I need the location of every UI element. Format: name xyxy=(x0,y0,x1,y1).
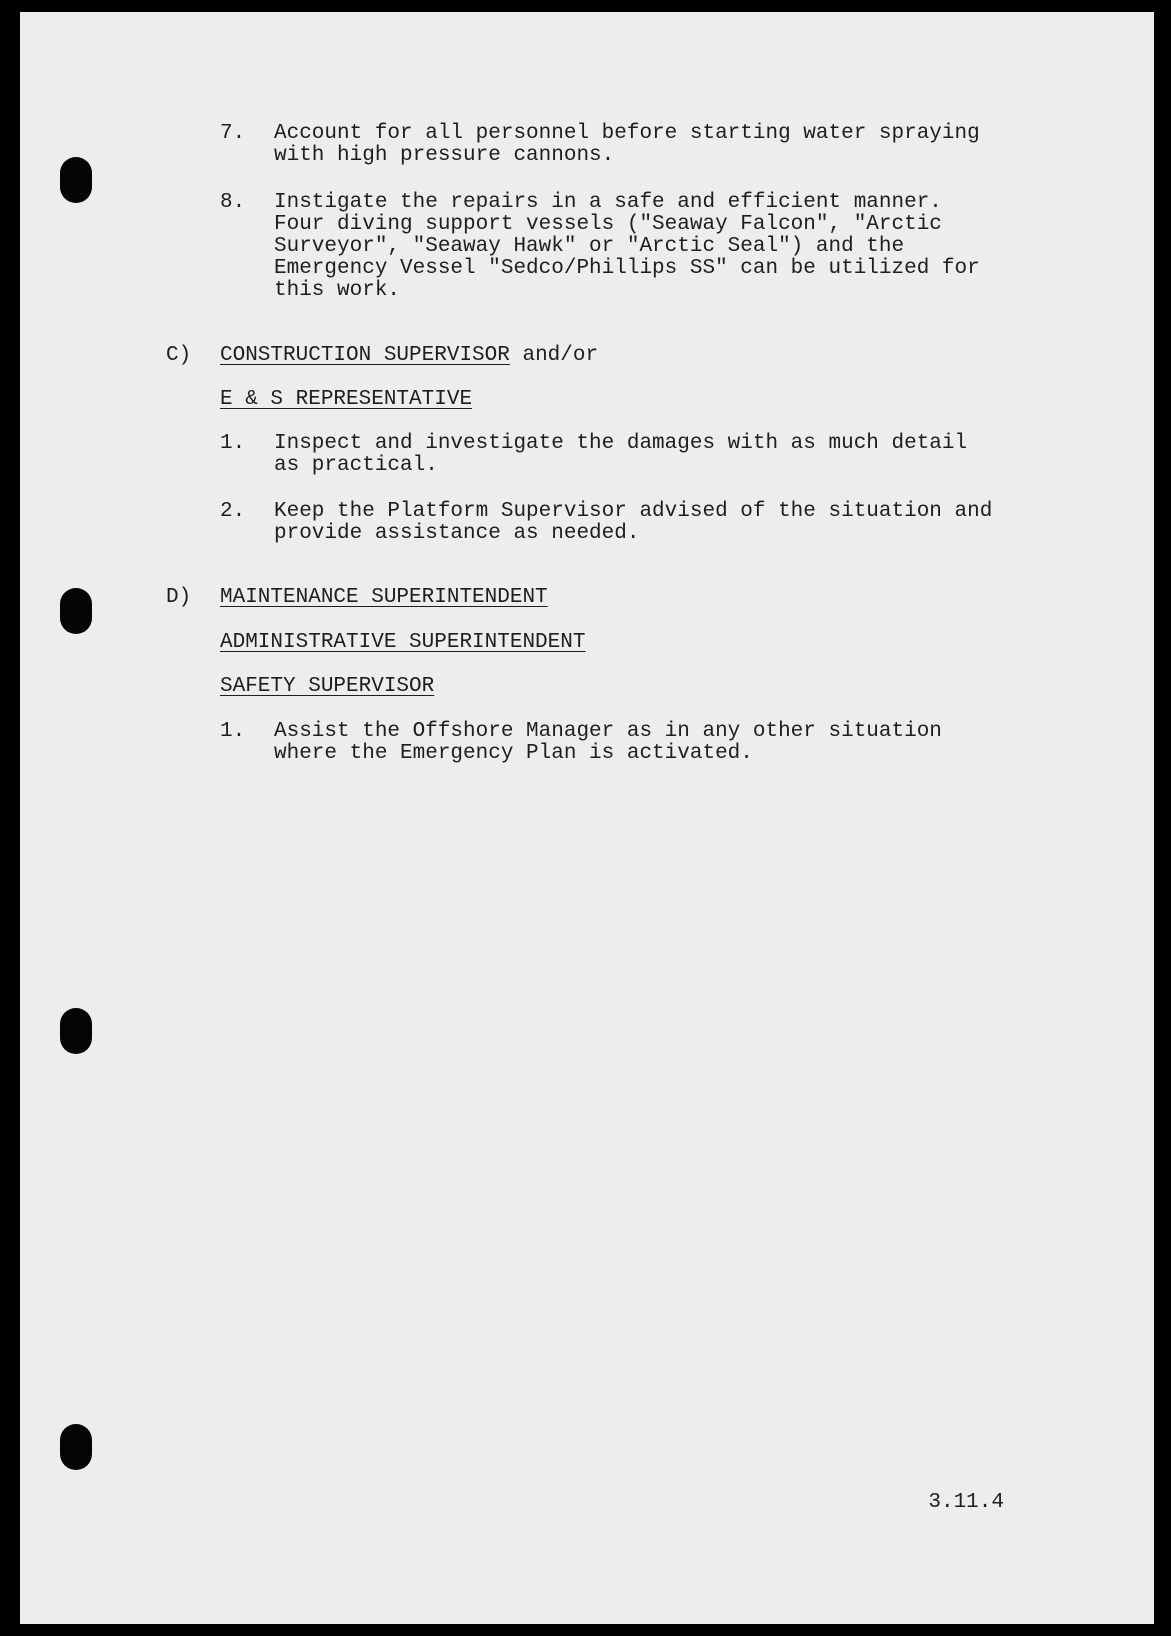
section-d-letter: D) xyxy=(166,586,192,609)
document-page xyxy=(20,12,1154,1624)
item-8-number: 8. xyxy=(220,191,246,214)
section-d-heading-2-title: ADMINISTRATIVE SUPERINTENDENT xyxy=(220,631,586,654)
section-d-heading-1 xyxy=(220,587,548,609)
item-8-line: Emergency Vessel "Sedco/Phillips SS" can be utilized for xyxy=(274,257,980,280)
item-8-line: Surveyor", "Seaway Hawk" or "Arctic Seal") and the xyxy=(274,235,905,258)
section-d-heading-2 xyxy=(220,632,585,654)
item-8-line: this work. xyxy=(274,279,401,302)
section-c-item-1-line: Inspect and investigate the damages with as much detail xyxy=(274,432,968,455)
punch-hole xyxy=(60,1008,92,1054)
section-c-item-2-number: 2. xyxy=(220,500,246,523)
punch-hole xyxy=(60,157,92,203)
item-7-line: Account for all personnel before starting water spraying xyxy=(274,122,980,145)
section-c-subheading-title: E & S REPRESENTATIVE xyxy=(220,388,473,411)
item-8-line: Four diving support vessels ("Seaway Falcon", "Arctic xyxy=(274,213,942,236)
section-c-subheading xyxy=(220,389,472,411)
section-c-item-2-line: Keep the Platform Supervisor advised of the situation and xyxy=(274,500,993,523)
section-c-heading-suffix: and/or xyxy=(509,344,599,367)
section-d-item-1-line: Assist the Offshore Manager as in any other situation xyxy=(274,720,942,743)
section-d-item-1-number: 1. xyxy=(220,720,246,743)
section-c-item-1-number: 1. xyxy=(220,432,246,455)
punch-hole xyxy=(60,1424,92,1470)
page-number: 3.11.4 xyxy=(928,1491,1004,1514)
item-7-line: with high pressure cannons. xyxy=(274,144,615,167)
section-d-item-1-line: where the Emergency Plan is activated. xyxy=(274,742,753,765)
section-d-heading-1-title: MAINTENANCE SUPERINTENDENT xyxy=(220,586,548,609)
section-c-item-2-line: provide assistance as needed. xyxy=(274,522,640,545)
section-c-letter: C) xyxy=(166,344,192,367)
section-d-heading-3-title: SAFETY SUPERVISOR xyxy=(220,675,435,698)
section-c-heading xyxy=(220,345,598,367)
punch-hole xyxy=(60,588,92,634)
item-8-line: Instigate the repairs in a safe and efficient manner. xyxy=(274,191,942,214)
section-c-heading-title: CONSTRUCTION SUPERVISOR xyxy=(220,344,510,367)
item-7-number: 7. xyxy=(220,122,246,145)
section-d-heading-3 xyxy=(220,676,434,698)
section-c-item-1-line: as practical. xyxy=(274,454,438,477)
